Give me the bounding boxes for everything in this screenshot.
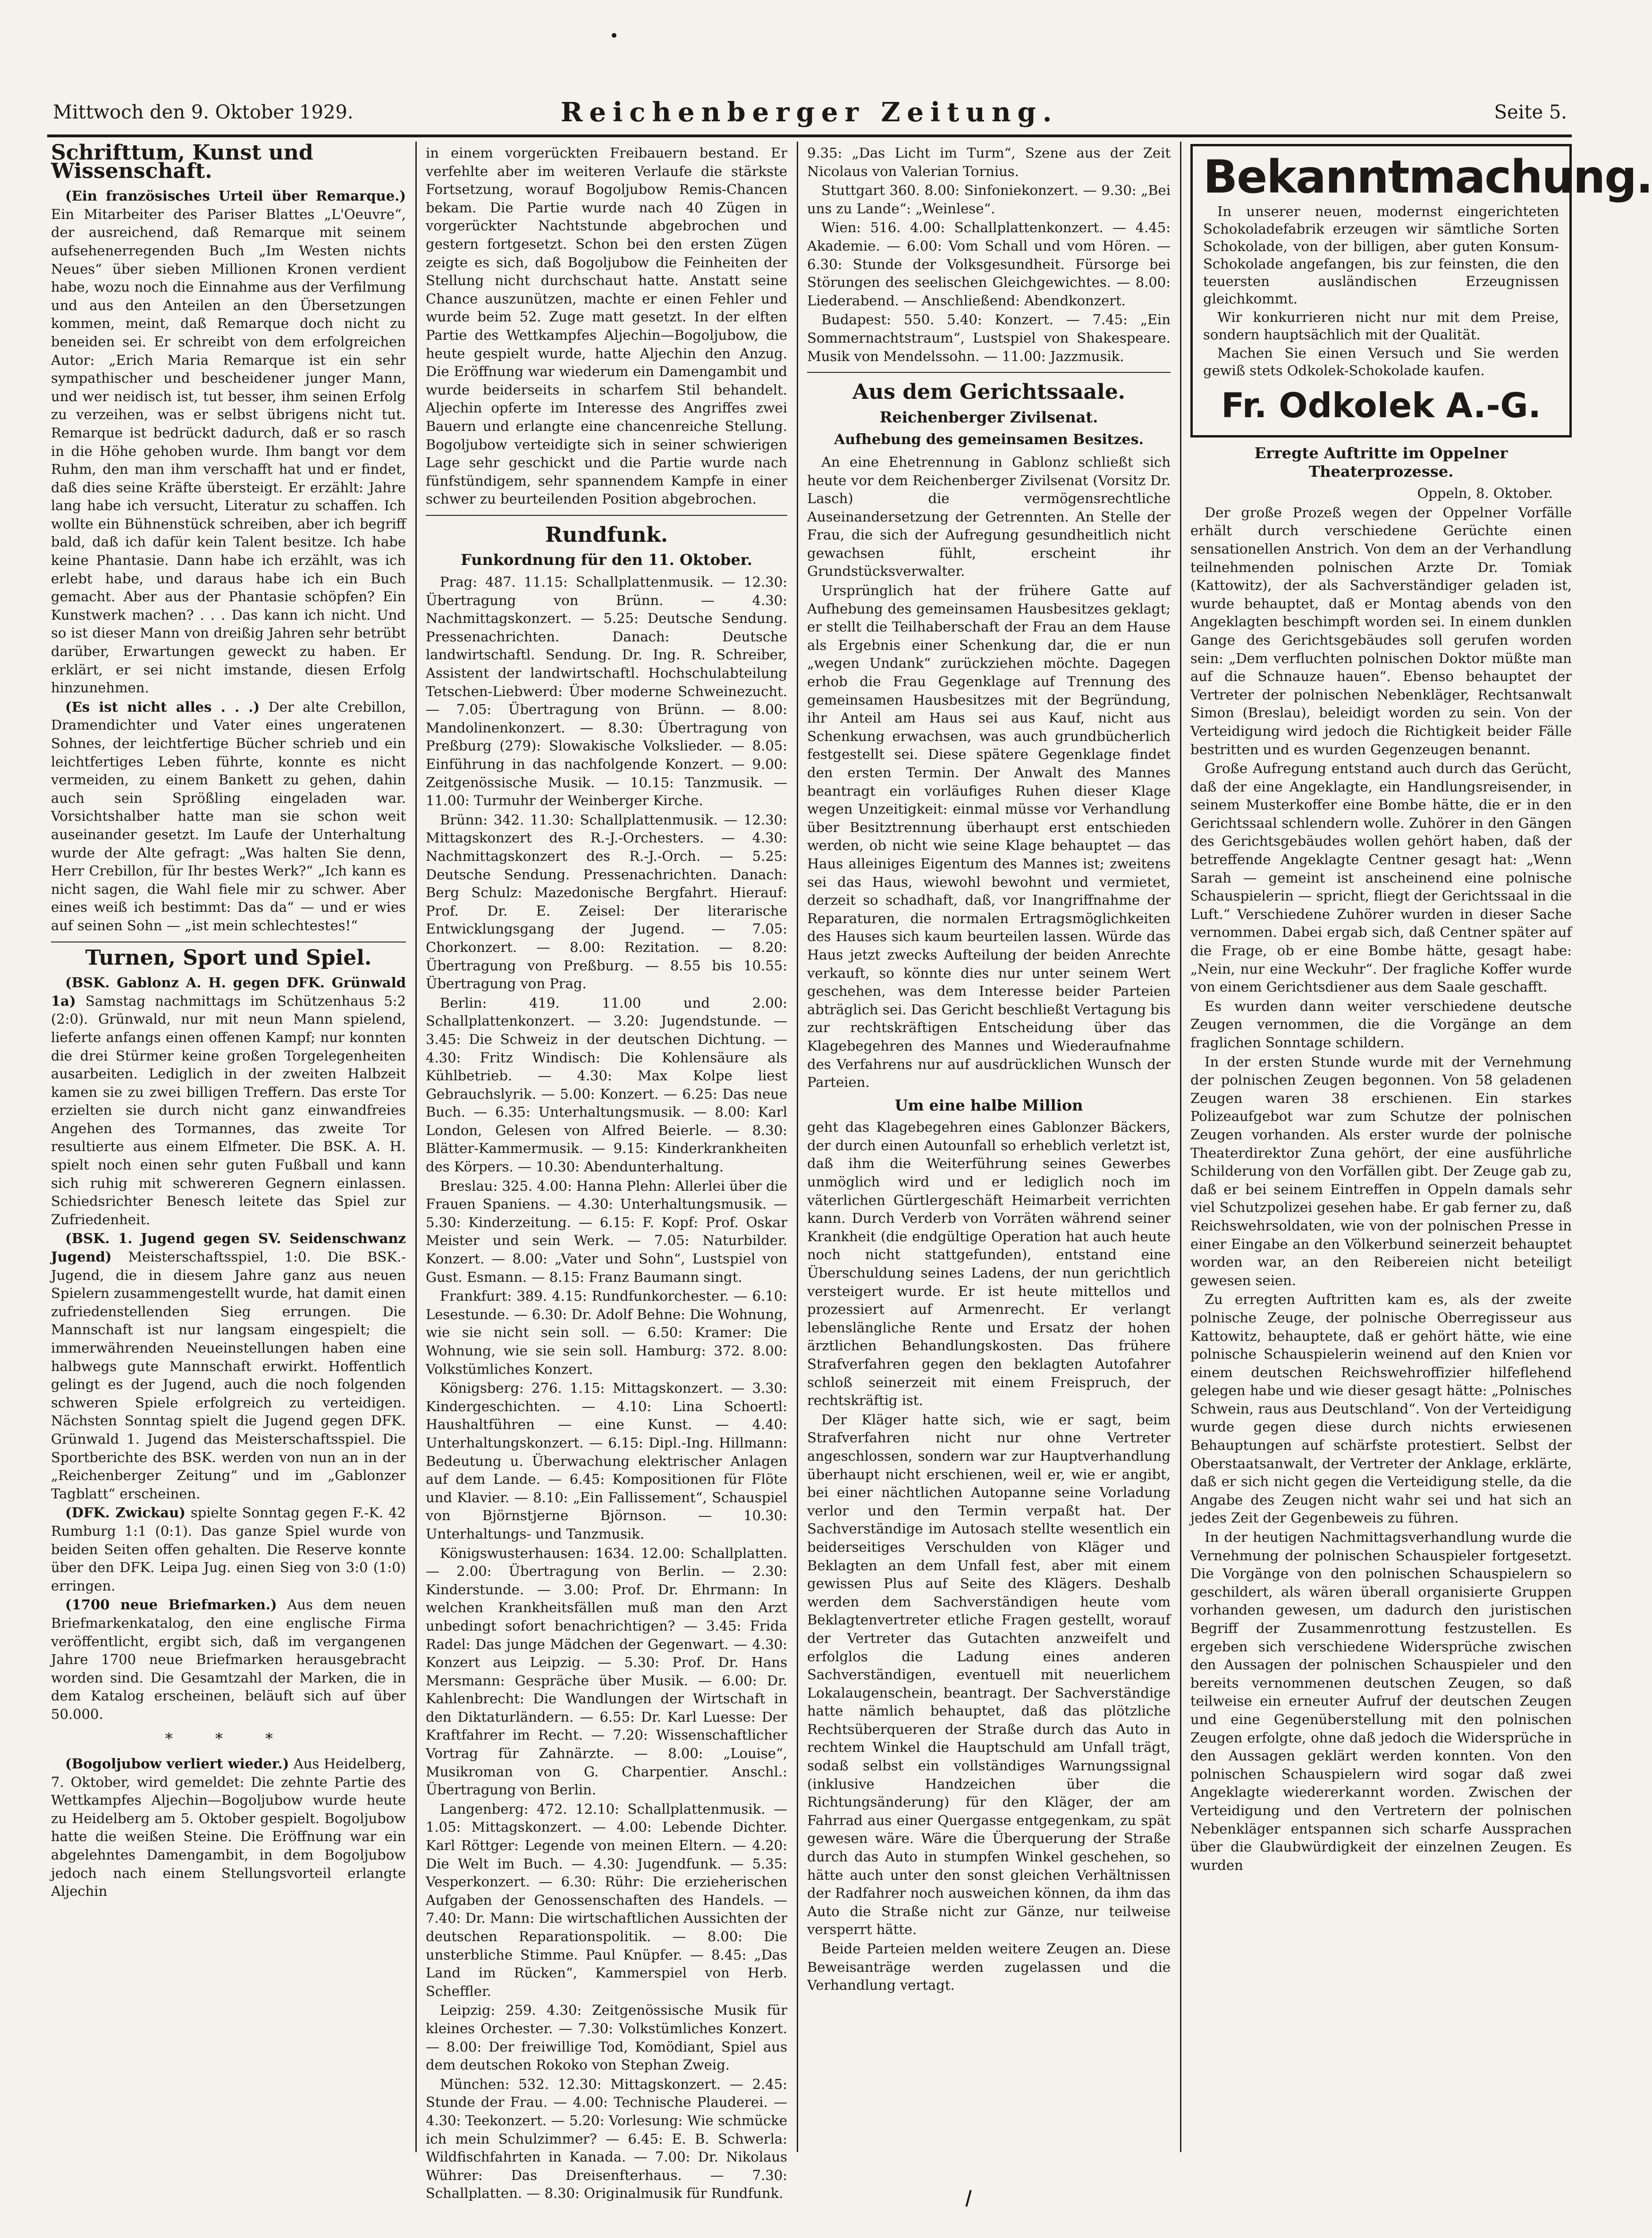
radio-langenberg: Langenberg: 472. 12.10: Schallplattenmusik. — 1.05: Mittagskonzert. — 4.00: Lebende Dichter. Karl Röttger: Legende von meinen Eltern. — 4.20: Die Welt im Buch. — 4.30: Jugendfunk. — 5.35: Vesperkonzert. — 6.30: Rühr: Die erzieherischen Aufgaben der Genossenschaften des Handels. — 7.40: Dr. Mann: Die wirtschaftlichen Aussichten der deutschen Reparationspolitik. — 8.00: Die unsterbliche Stimme. Paul Knüpfer. — 8.45: „Das Land im Rücken“, Kammerspiel von Herb. Scheffler.	[426, 1800, 787, 1999]
article-body: Samstag nachmittags im Schützenhaus 5:2 (2:0). Grünwald, nur mit neun Mann spielend, lieferte anfangs einen offenen Kampf; nur konnten die drei Stürmer keine großen Torgelegenheiten ausarbeiten. Lediglich in der zweiten Halbzeit kamen sie zu zwei billigen Treffern. Das erste Tor erzielten sie durch nicht ganz einwandfreies Angehen des Tormannes, das zweite Tor resultierte aus einem Elfmeter. Die BSK. A. H. spielt noch einen sehr guten Fußball und kann sich ruhig mit schwereren Gegnern einlassen. Schiedsrichter Benesch leitete das Spiel zur Zufriedenheit.	[51, 993, 406, 1228]
article-lead: (Ein französisches Urteil über Remarque.)	[65, 188, 406, 204]
radio-konigsberg: Königsberg: 276. 1.15: Mittagskonzert. — 3.30: Kindergeschichten. — 4.10: Lina Schoertl: Haushaltführen — eine Kunst. — 4.40: Unterhaltungskonzert. — 6.15: Dipl.-Ing. Hillmann: Bedeutung u. Überwachung elektrischer Anlagen auf dem Lande. — 6.45: Kompositionen für Flöte und Klavier. — 8.10: „Ein Fallissement“, Schauspiel von Björnstjerne Björnson. — 10.30: Unterhaltungs- und Tanzmusik.	[426, 1380, 787, 1542]
article-body: spielte Sonntag gegen F.-K. 42 Rumburg 1:1 (0:1). Das ganze Spiel wurde von beiden Seiten offen gehalten. Die Reserve konnte über den DFK. Leipa Jug. einen Sieg von 3:0 (1:0) erringen.	[51, 1505, 406, 1594]
radio-berlin: Berlin: 419. 11.00 und 2.00: Schallplattenkonzert. — 3.20: Jugendstunde. — 3.45: Die Schweiz in der deutschen Dichtung. — 4.30: Fritz Windisch: Die Kohlensäure als Kühlbetrieb. — 4.30: Max Kolpe liest Gebrauchslyrik. — 5.00: Konzert. — 6.25: Das neue Buch. — 6.35: Unterhaltungsmusik. — 8.00: Karl London, Gelesen von Alfred Beierle. — 8.30: Blätter-Kammermusik. — 9.15: Kinderkrankheiten des Körpers. — 10.30: Abendunterhaltung.	[426, 994, 787, 1175]
court-subtitle: Reichenberger Zivilsenat.	[879, 408, 1098, 426]
oppeln-p2: Große Aufregung entstand auch durch das Gerücht, daß der eine Angeklagte, ein Handlungsreisender, in seinem Musterkoffer eine Bombe hätte, die er in den Gerichtssaal schlendern wolle. Zuhörer in den Gängen des Gerichtsgebäudes wollen gehört haben, daß der betreffende Angeklagte Centner gesagt hat: „Wenn Sarah — gemeint ist anscheinend eine polnische Schauspielerin — spricht, fliegt der Gerichtssaal in die Luft.“ Verschiedene Zuhörer wurden in dieser Sache vernommen. Dabei ergab sich, daß Centner später auf die Frage, ob er eine Bombe hätte, gesagt habe: „Nein, nur eine Weckuhr“. Der fragliche Koffer wurde von einem Gerichtsdiener aus dem Saale geschafft.	[1190, 760, 1572, 995]
ad-paragraph: In unserer neuen, modernst eingerichteten Schokoladefabrik erzeugen wir sämtliche Sorten Schokolade, von der billigen, aber guten Konsum-Schokolade angefangen, bis zur feinsten, die den teuersten ausländischen Erzeugnissen gleichkommt.	[1203, 203, 1559, 307]
radio-brunn: Brünn: 342. 11.30: Schallplattenmusik. — 12.30: Mittagskonzert des R.-J.-Orchesters. — 4.30: Nachmittagskonzert des R.-J.-Orch. — 5.25: Deutsche Sendung. Pressenachrichten. Danach: Berg Schulz: Mazedonische Bergfahrt. Hierauf: Prof. Dr. E. Zeisel: Der literarische Entwicklungsgang der Jugend. — 7.05: Chorkonzert. — 8.00: Rezitation. — 8.20: Übertragung von Preßburg. — 8.55 bis 10.55: Übertragung von Prag.	[426, 811, 787, 992]
article-bsk-jugend	[51, 1229, 406, 1503]
article-lead: (Bogoljubow verliert wieder.)	[65, 1756, 289, 1772]
radio-konigswusterhausen: Königswusterhausen: 1634. 12.00: Schallplatten. — 2.00: Übertragung von Berlin. — 2.30: Kinderstunde. — 3.00: Prof. Dr. Ehrmann: In welchen Krankheitsfällen muß man den Arzt unbedingt sofort benachrichtigen? — 3.45: Frida Radel: Das junge Mädchen der Gegenwart. — 4.30: Konzert aus Leipzig. — 5.30: Prof. Dr. Hans Mersmann: Gespräche über Musik. — 6.00: Dr. Kahlenbrecht: Die Wandlungen der Wirtschaft in den Diktaturländern. — 6.55: Dr. Karl Luesse: Der Kraftfahrer im Recht. — 7.20: Wissenschaftlicher Vortrag für Zahnärzte. — 8.00: „Louise“, Musikroman von G. Charpentier. Anschl.: Übertragung von Berlin.	[426, 1545, 787, 1798]
column-1	[51, 141, 406, 2145]
radio-budapest: Budapest: 550. 5.40: Konzert. — 7.45: „Ein Sommernachtstraum“, Lustspiel von Shakespeare. Musik von Mendelssohn. — 11.00: Jazzmusik.	[807, 311, 1171, 364]
article-remarque	[51, 187, 406, 697]
oppeln-p4: In der ersten Stunde wurde mit der Vernehmung der polnischen Zeugen begonnen. Von 58 geladenen Zeugen waren 38 erschienen. Ein starkes Polizeaufgebot war zum Schutze der polnischen Zeugen vorhanden. Als erster wurde der polnische Theaterdirektor Zuna gehört, der eine ausführliche Schilderung von den Vorfällen gibt. Der Zeuge gab zu, daß er bei seinem Eintreffen in Oppeln damals sehr viel Schutzpolizei gesehen habe. Er gab ferner zu, daß Reichswehrsoldaten, wie von der polnischen Presse in einer Eingabe an den Völkerbund seinerzeit behauptet worden war, an den Reibereien nicht beteiligt gewesen seien.	[1190, 1053, 1572, 1288]
article-lead: (1700 neue Briefmarken.)	[65, 1597, 277, 1613]
column-rule-1	[415, 142, 417, 2152]
radio-continued: 9.35: „Das Licht im Turm“, Szene aus der Zeit Nicolaus von Valerian Tornius.	[807, 145, 1171, 179]
stars-divider: * * *	[165, 1730, 292, 1748]
ad-paragraph: Wir konkurrieren nicht nur mit dem Preise, sondern hauptsächlich mit der Qualität.	[1203, 309, 1559, 343]
column-2	[426, 144, 787, 2202]
radio-wien: Wien: 516. 4.00: Schallplattenkonzert. — 4.45: Akademie. — 6.00: Vom Schall und vom Hören. — 6.30: Stunde der Volksgesundheit. Fürsorge bei Störungen des seelischen Gleichgewichtes. — 8.00: Liederabend. — Anschließend: Abendkonzert.	[807, 219, 1171, 309]
section-title-sport: Turnen, Sport und Spiel.	[85, 945, 372, 970]
page-mark-top	[612, 33, 616, 38]
court-article-p2: Ursprünglich hat der frühere Gatte auf Aufhebung des gemeinsamen Hausbesitzes geklagt; er stellt die Teilhaberschaft der Frau an dem Hause als Ergebnis einer Schenkung dar, die er nun „wegen Undank“ zurückziehen möchte. Dagegen erhob die Frau Gegenklage auf Trennung des gemeinsamen Hausbesitzes mit der Begründung, ihr Anteil am Haus sei aus Kauf, nicht aus Schenkung erwachsen, was auch grundbücherlich festgestellt sei. Diese spätere Gegenklage findet den ersten Termin. Der Anwalt des Mannes beantragt ein vorläufiges Ruhen dieser Klage wegen Unzeitigkeit: einmal müsse vor Verhandlung über Besitztrennung überhaupt erst entschieden werden, ob nicht wie seine Klage behauptet — das Haus alleiniges Eigentum des Mannes ist; zweitens sei das Haus, wiewohl bewohnt und vermietet, derzeit so schadhaft, daß, vor Inangriffnahme der Reparaturen, die normalen Ertragsmöglichkeiten des Hauses sich kaum beurteilen lassen. Würde das Haus jetzt zwecks Aufteilung der beiden Anrechte verkauft, so könnte dies nur unter seinem Wert geschehen, was dem Interesse beider Parteien abträglich sei. Das Gericht beschließt Vertagung bis zur rechtskräftigen Entscheidung über das Klagebegehren des Mannes und Wiederaufnahme des Verfahrens nur auf ausdrücklichen Wunsch der Parteien.	[807, 582, 1171, 1091]
header-date: Mittwoch den 9. Oktober 1929.	[53, 101, 354, 123]
article-chess-continued: in einem vorgerückten Freibauern bestand. Er verfehlte aber im weiteren Verlaufe die stärkste Fortsetzung, worauf Bogoljubow Remis-Chancen bekam. Die Partie wurde nach 40 Zügen in vorgerückter Nachtstunde abgebrochen und gestern fortgesetzt. Schon bei den ersten Zügen zeigte es sich, daß Bogoljubow die Feinheiten der Stellung nicht durchschaut hatte. Anstatt seine Chance auszunützen, machte er einen Fehler und wurde beim 52. Zuge matt gesetzt. In der elften Partie des Wettkampfes Aljechin—Bogoljubow, die heute gespielt wurde, hatte Aljechin den Anzug. Die Eröffnung war wiederum ein Damengambit und wurde beiderseits in scharfem Stil behandelt. Aljechin opferte im Interesse des Angriffes zwei Bauern und erlangte eine chancenreiche Stellung. Bogoljubow verteidigte sich in seiner schwierigen Lage sehr geschickt und die Partie wurde nach fünfstündigem, sehr spannendem Kampfe in einer schwer zu beurteilenden Position abgebrochen.	[426, 145, 787, 507]
oppeln-p6: In der heutigen Nachmittagsverhandlung wurde die Vernehmung der polnischen Schauspieler fortgesetzt. Die Vorgänge von den polnischen Schauspielern so geschildert, als wären überall organisierte Gruppen vorhanden gewesen, um dadurch den juristischen Begriff der Zusammenrottung festzustellen. Es ergeben sich verschiedene Widersprüche zwischen den Aussagen der polnischen Schauspieler und den bereits vernommenen deutschen Zeugen, so daß teilweise ein erneuter Aufruf der deutschen Zeugen und eine Gegenüberstellung mit den polnischen Zeugen erfolgte, ohne daß jedoch die Widersprüche in den Aussagen geklärt werden konnten. Von den polnischen Schauspielern wird sogar daß zwei Angeklagte wiedererkannt worden. Zwischen der Verteidigung und den Vertretern der polnischen Nebenkläger entspannen sich scharfe Aussprachen über die Glaubwürdigkeit der einzelnen Zeugen. Es wurden	[1190, 1529, 1572, 1873]
oppeln-p5: Zu erregten Auftritten kam es, als der zweite polnische Zeuge, der polnische Oberregisseur aus Kattowitz, behauptete, daß er gehört hätte, wie eine polnische Schauspielerin weinend auf den Knien vor einem deutschen Reichswehroffizier hilfeflehend gelegen habe und wie dieser gesagt hätte: „Polnisches Schwein, raus aus Deutschland“. Von der Verteidigung wurde gegen diese durch nichts erwiesenen Behauptungen auf schärfste protestiert. Selbst der Oberstaatsanwalt, der Vertreter der Anklage, erklärte, daß er sich nicht gegen die Verteidigung stelle, da die Angabe des Zeugen nicht wahr sei und hat sich an jedes Zeit der Gegenbeweis zu führen.	[1190, 1291, 1572, 1526]
article-briefmarken	[51, 1596, 406, 1723]
header-rule	[47, 135, 1572, 137]
column-rule-3	[1180, 142, 1181, 2152]
article-dfk-zwickau	[51, 1504, 406, 1595]
section-divider	[807, 372, 1171, 373]
article-body: Meisterschaftsspiel, 1:0. Die BSK.-Jugend, die in diesem Jahre ganz aus neuen Spielern zusammengestellt wurde, hat damit einen zufriedenstellenden Sieg errungen. Die Mannschaft ist nur langsam eingespielt; die immerwährenden Neueinstellungen haben eine halbwegs gute Mannschaft erwirkt. Hoffentlich gelingt es der Jugend, auch die noch folgenden schweren Spiele erfolgreich zu verteidigen. Nächsten Sonntag spielt die Jugend gegen DFK. Grünwald 1. Jugend das Meisterschaftsspiel. Die Sportberichte des BSK. werden von nun an in der „Reichenberger Zeitung“ und im „Gablonzer Tagblatt“ erscheinen.	[51, 1249, 406, 1502]
court-article-p4: Der Kläger hatte sich, wie er sagt, beim Strafverfahren nicht nur ohne Vertreter angeschlossen, sondern war zur Hauptverhandlung überhaupt nicht erschienen, weil er, wie er angibt, bei einer nächtlichen Autopanne seine Vorladung verlor und den Termin verpaßt hat. Der Sachverständige im Autosach stellte wesentlich ein beiderseitiges Verschulden von Kläger und Beklagten an dem Unfall fest, aber mit einem gewissen Plus auf Seite des Klägers. Deshalb werden dem Sachverständigen heute vom Beklagtenvertreter etliche Fragen gestellt, worauf der Vertreter das Gutachten anzweifelt und erfolglos die Ladung eines anderen Sachverständigen, eventuell mit neuerlichem Lokalaugenschein, beantragt. Der Sachverständige hatte nämlich behauptet, daß das plötzliche Rechtsüberqueren der Straße durch das Auto in rechtem Winkel die Hauptschuld am Unfall trägt, sodaß selbst ein vollständiges Warnungssignal (inklusive Handzeichen über die Richtungsänderung) für den Kläger, der am Fahrrad aus einer Quergasse entgegenkam, zu spät gewesen wäre. Wäre die Überquerung der Straße durch das Auto in stumpfen Winkel geschehen, so hätte auch unter den sonst gleichen Verhältnissen der Radfahrer noch ausweichen können, da ihm das Auto die Straße nicht zur Gänze, nur teilweise versperrt hätte.	[807, 1411, 1171, 1938]
section-divider	[426, 515, 787, 516]
radio-munchen: München: 532. 12.30: Mittagskonzert. — 2.45: Stunde der Frau. — 4.00: Technische Plauderei. — 4.30: Teekonzert. — 5.20: Vorlesung: Wie schmücke ich mein Schulzimmer? — 6.45: E. B. Schwerla: Wildfischfahrten in Kanada. — 7.00: Dr. Nikolaus Wührer: Das Dreisenfterhaus. — 7.30: Schallplatten. — 8.30: Originalmusik für Rundfunk.	[426, 2076, 787, 2202]
oppeln-p3: Es wurden dann weiter verschiedene deutsche Zeugen vernommen, die die Vorgänge an dem fraglichen Sonntage schildern.	[1190, 998, 1572, 1051]
ad-paragraph: Machen Sie einen Versuch und Sie werden gewiß stets Odkolek-Schokolade kaufen.	[1203, 345, 1559, 379]
section-title-literature: Schrifttum, Kunst und Wissenschaft.	[51, 141, 313, 183]
page-header	[47, 97, 1572, 130]
radio-program-title: Funkordnung für den 11. Oktober.	[461, 551, 752, 569]
ad-title: Bekanntmachung.	[1203, 151, 1652, 203]
court-subtitle-2: Aufhebung des gemeinsamen Besitzes.	[834, 431, 1144, 448]
page-number: Seite 5.	[1494, 101, 1567, 123]
oppeln-p1: Der große Prozeß wegen der Oppelner Vorfälle erhält durch verschiedene Gerüchte einen sensationellen Anstrich. Von dem an der Verhandlung teilnehmenden polnischen Arzte Dr. Tomiak (Kattowitz), der als Sachverständiger geladen ist, wurde behauptet, daß er Montag abends von den Angeklagten beschimpft worden sei. In einem dunklen Gange des Gerichtsgebäudes soll gerufen worden sein: „Dem verfluchten polnischen Doktor müßte man auf die Schnauze hauen“. Ebenso behauptet der Vertreter der polnischen Nebenkläger, Rechtsanwalt Simon (Breslau), beleidigt worden zu sein. Von der Verteidigung wird jedoch die Richtigkeit beider Fälle bestritten und es wurden Gegenzeugen benannt.	[1190, 504, 1572, 757]
masthead: Reichenberger Zeitung.	[560, 97, 1059, 128]
article-body: Ein Mitarbeiter des Pariser Blattes „L'Oeuvre“, der ausreichend, daß Remarque mit seinem aufsehenerregenden Buch „Im Westen nichts Neues“ über sieben Millionen Kronen verdient habe, wozu noch die Einnahme aus der Verfilmung und aus den Anteilen an den Übersetzungen kommen, meint, daß Remarque doch nicht zu beneiden sei. Er schreibt von dem erfolgreichen Autor: „Erich Maria Remarque ist ein sehr sympathischer und bescheidener junger Mann, und wer neidisch ist, tut besser, ihm seinen Erfolg zu verzeihen, was er selbst übrigens nicht tut. Remarque ist bedrückt dadurch, daß er so rasch in die Höhe gehoben wurde. Ihm bangt vor dem Ruhm, den man ihm verschafft hat und er findet, daß dies seine Kräfte übersteigt. Er erzählt: Jahre lang habe ich versucht, Literatur zu schaffen. Ich wollte ein Bühnenstück schreiben, aber ich begriff bald, daß ich dafür kein Talent besitze. Ich habe keine Phantasie. Dann habe ich erzählt, was ich erlebt habe, und daraus habe ich ein Buch gemacht. Aber aus der Phantasie schöpfen? Ein Kunstwerk machen? . . . Das kann ich nicht. Und so ist dieser Mann von dreißig Jahren sehr betrübt darüber, Erwartungen geweckt zu haben. Er erklärt, er sei nicht imstande, diesen Erfolg hinzunehmen.	[51, 206, 406, 696]
article-lead: (DFK. Zwickau)	[65, 1505, 185, 1521]
radio-leipzig: Leipzig: 259. 4.30: Zeitgenössische Musik für kleines Orchester. — 7.30: Volkstümliches Konzert. — 8.00: Der freiwillige Tod, Komödiant, Spiel aus dem deutschen Rokoko von Stephan Zweig.	[426, 2002, 787, 2073]
article-bogoljubow	[51, 1755, 406, 1901]
court-article-p3: geht das Klagebegehren eines Gablonzer Bäckers, der durch einen Autounfall so erheblich verletzt ist, daß ihm die Weiterführung seines Gewerbes unmöglich wird und er lediglich noch im väterlichen Gürtlergeschäft Heimarbeit verrichten kann. Durch Verderb von Vorräten während seiner Krankheit (die endgültige Operation hat auch heute noch nicht stattgefunden), entstand eine Überschuldung seines Ladens, der nun gerichtlich versteigert wurde. Er ist heute mittellos und prozessiert auf Armenrecht. Er verlangt lebenslängliche Rente und Ersatz der hohen ärztlichen Behandlungskosten. Das frühere Strafverfahren gegen den beklagten Autofahrer schloß seinerzeit mit einem Freispruch, der rechtskräftig ist.	[807, 1119, 1171, 1409]
radio-prag: Prag: 487. 11.15: Schallplattenmusik. — 12.30: Übertragung von Brünn. — 4.30: Nachmittagskonzert. — 5.25: Deutsche Sendung. Pressenachrichten. Danach: Deutsche landwirtschaftl. Sendung. Dr. Ing. R. Schreiber, Assistent der landwirtschaftl. Hochschulabteilung Tetschen-Liebwerd: Über moderne Schweinezucht. — 7.05: Übertragung von Brünn. — 8.00: Mandolinenkonzert. — 8.30: Übertragung von Preßburg (279): Slowakische Volkslieder. — 8.05: Einführung in das nachfolgende Konzert. — 9.00: Zeitgenössische Musik. — 10.15: Tanzmusik. — 11.00: Turmuhr der Weinberger Kirche.	[426, 574, 787, 809]
article-lead: (Es ist nicht alles . . .)	[65, 698, 260, 715]
radio-stuttgart: Stuttgart 360. 8.00: Sinfoniekonzert. — 9.30: „Bei uns zu Lande“: „Weinlese“.	[807, 182, 1171, 217]
article-body: Der alte Crebillon, Dramendichter und Vater eines ungeratenen Sohnes, der leichtfertige Bücher schrieb und ein leichtfertiges Leben führte, konnte es nicht vermeiden, zu einem Bankett zu gehen, dahin auch sein Sprößling eingeladen war. Vorsichtshalber hatte man sie schon weit auseinander gesetzt. Im Laufe der Unterhaltung wurde der Alte gefragt: „Was halten Sie denn, Herr Crebillon, für Ihr bestes Werk?“ „Ich kann es nicht sagen, die Wahl fiele mir zu schwer. Aber eines weiß ich bestimmt: Das da“ — und er wies auf seinen Sohn — „ist mein schlechtestes!“	[51, 698, 406, 934]
article-lead: (BSK. 1. Jugend gegen SV. Seidenschwanz Jugend)	[51, 1230, 406, 1265]
article-crebillon	[51, 698, 406, 935]
column-rule-2	[797, 142, 798, 2152]
oppeln-title: Erregte Auftritte im Oppelner Theaterprozesse.	[1254, 444, 1508, 480]
court-article-p5: Beide Parteien melden weitere Zeugen an. Diese Beweisanträge werden zugelassen und die Verhandlung vertagt.	[807, 1941, 1171, 1994]
column-4	[1190, 144, 1652, 2145]
article-bsk-grunwald	[51, 974, 406, 1228]
court-subtitle-3: Um eine halbe Million	[894, 1096, 1083, 1114]
article-body: Aus Heidelberg, 7. Oktober, wird gemeldet: Die zehnte Partie des Wettkampfes Aljechin—Bogoljubow wurde heute zu Heidelberg am 5. Oktober gespielt. Bogoljubow hatte die weißen Steine. Die Eröffnung war ein abgelehntes Damengambit, in dem Bogoljubow jedoch nach einem Stellungsvorteil erlangte Aljechin	[51, 1756, 406, 1900]
column-3	[807, 144, 1171, 2145]
article-lead: (BSK. Gablonz A. H. gegen DFK. Grünwald 1a)	[51, 975, 406, 1009]
advertisement	[1190, 144, 1652, 438]
ad-company: Fr. Odkolek A.-G.	[1221, 386, 1541, 425]
section-title-radio: Rundfunk.	[545, 522, 668, 547]
section-title-court: Aus dem Gerichtssaale.	[852, 380, 1125, 404]
ad-text	[1203, 203, 1559, 379]
court-article-p1: An eine Ehetrennung in Gablonz schließt sich heute vor dem Reichenberger Zivilsenat (Vorsitz Dr. Lasch) die vermögensrechtliche Auseinandersetzung der Getrennten. An Stelle der Frau, die sich der Aufregung gesundheitlich nicht gewachsen fühlt, erscheint ihr Grundstücksverwalter.	[807, 454, 1171, 580]
radio-frankfurt: Frankfurt: 389. 4.15: Rundfunkorchester. — 6.10: Lesestunde. — 6.30: Dr. Adolf Behne: Die Wohnung, wie sie nicht sein soll. — 6.50: Kramer: Die Wohnung, wie sie sein soll. Hamburg: 372. 8.00: Volkstümliches Konzert.	[426, 1288, 787, 1377]
article-body: Aus dem neuen Briefmarkenkatalog, den eine englische Firma veröffentlicht, ergibt sich, daß im vergangenen Jahre 1700 neue Briefmarken herausgebracht worden sind. Die Gesamtzahl der Marken, die in dem Katalog erscheinen, beläuft sich auf über 50.000.	[51, 1597, 406, 1722]
radio-breslau: Breslau: 325. 4.00: Hanna Plehn: Allerlei über die Frauen Spaniens. — 4.30: Unterhaltungsmusik. — 5.30: Kinderzeitung. — 6.15: F. Kopf: Prof. Oskar Meister und sein Werk. — 7.05: Naturbilder. Konzert. — 8.00: „Vater und Sohn“, Lustspiel von Gust. Esmann. — 8.15: Franz Baumann singt.	[426, 1178, 787, 1285]
page-mark-bottom	[965, 2190, 971, 2207]
dateline: Oppeln, 8. Oktober.	[1417, 485, 1553, 502]
